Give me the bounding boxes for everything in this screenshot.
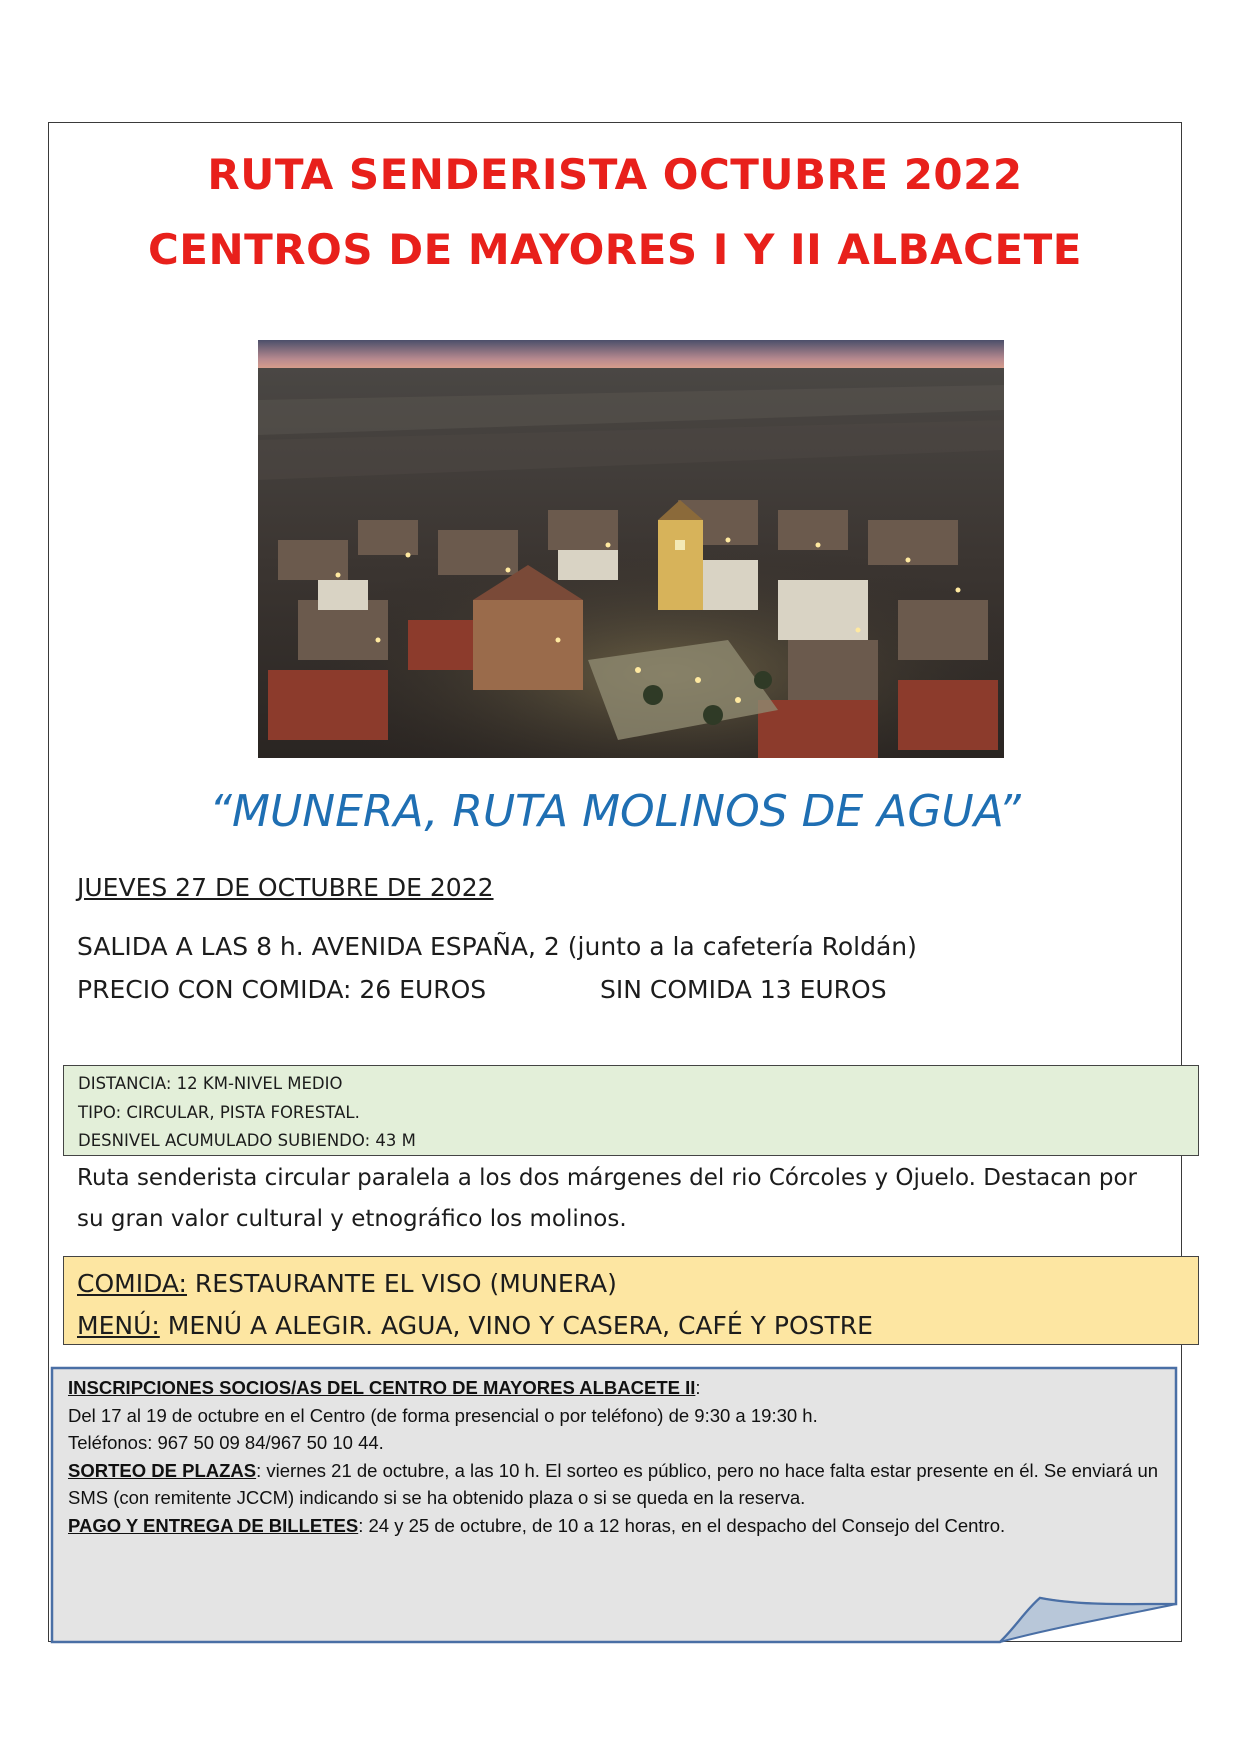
registration-heading-line: INSCRIPCIONES SOCIOS/AS DEL CENTRO DE MAYORES ALBACETE II: (68, 1377, 701, 1398)
registration-dates: Del 17 al 19 de octubre en el Centro (de forma presencial o por teléfono) de 9:30 a 19:30 h. (68, 1404, 818, 1426)
menu-label: MENÚ: (77, 1311, 160, 1340)
registration-text (68, 1374, 1168, 1539)
route-description: Ruta senderista circular paralela a los dos márgenes del rio Córcoles y Ojuelo. Destacan por su gran valor cultural y etnográfico los molinos. (77, 1165, 1137, 1232)
meal-label: COMIDA: (77, 1269, 187, 1298)
payment-label: PAGO Y ENTREGA DE BILLETES (68, 1514, 359, 1536)
town-photo (258, 340, 1004, 758)
draw-paragraph (68, 1457, 1168, 1512)
route-title: “MUNERA, RUTA MOLINOS DE AGUA” (209, 786, 1021, 837)
registration-phones: Teléfonos: 967 50 09 84/967 50 10 44. (68, 1432, 384, 1453)
distance-line: DISTANCIA: 12 KM-NIVEL MEDIO (78, 1074, 343, 1093)
price-with-meal: PRECIO CON COMIDA: 26 EUROS (77, 975, 487, 1004)
meal-value: RESTAURANTE EL VISO (MUNERA) (186, 1269, 617, 1298)
payment-text: : 24 y 25 de octubre, de 10 a 12 horas, en el despacho del Consejo del Centro. (358, 1514, 1006, 1536)
departure-info: SALIDA A LAS 8 h. AVENIDA ESPAÑA, 2 (junto a la cafetería Roldán) (77, 932, 917, 961)
meal-line (77, 1263, 1185, 1305)
registration-heading: INSCRIPCIONES SOCIOS/AS DEL CENTRO DE MAYORES ALBACETE II (68, 1377, 696, 1398)
payment-paragraph (68, 1512, 1168, 1540)
meal-box (63, 1256, 1199, 1345)
main-title-line1: RUTA SENDERISTA OCTUBRE 2022 (207, 150, 1023, 199)
draw-label: SORTEO DE PLAZAS (68, 1459, 257, 1481)
route-details-box (63, 1065, 1199, 1156)
menu-value: MENÚ A ALEGIR. AGUA, VINO Y CASERA, CAFÉ Y POSTRE (159, 1311, 873, 1340)
registration-box (50, 1366, 1180, 1646)
price-without-meal: SIN COMIDA 13 EUROS (600, 975, 887, 1004)
type-line: TIPO: CIRCULAR, PISTA FORESTAL. (78, 1102, 360, 1122)
event-date: JUEVES 27 DE OCTUBRE DE 2022 (77, 873, 494, 902)
main-title-line2: CENTROS DE MAYORES I Y II ALBACETE (147, 225, 1082, 274)
elevation-line: DESNIVEL ACUMULADO SUBIENDO: 43 M (78, 1131, 416, 1150)
draw-text: : viernes 21 de octubre, a las 10 h. El sorteo es público, pero no hace falta estar presente en él. Se enviará un SMS (con remitente JCCM) indicando si se ha obtenido plaza o si se queda en la reserva. (68, 1459, 1159, 1508)
menu-line (77, 1305, 1185, 1347)
